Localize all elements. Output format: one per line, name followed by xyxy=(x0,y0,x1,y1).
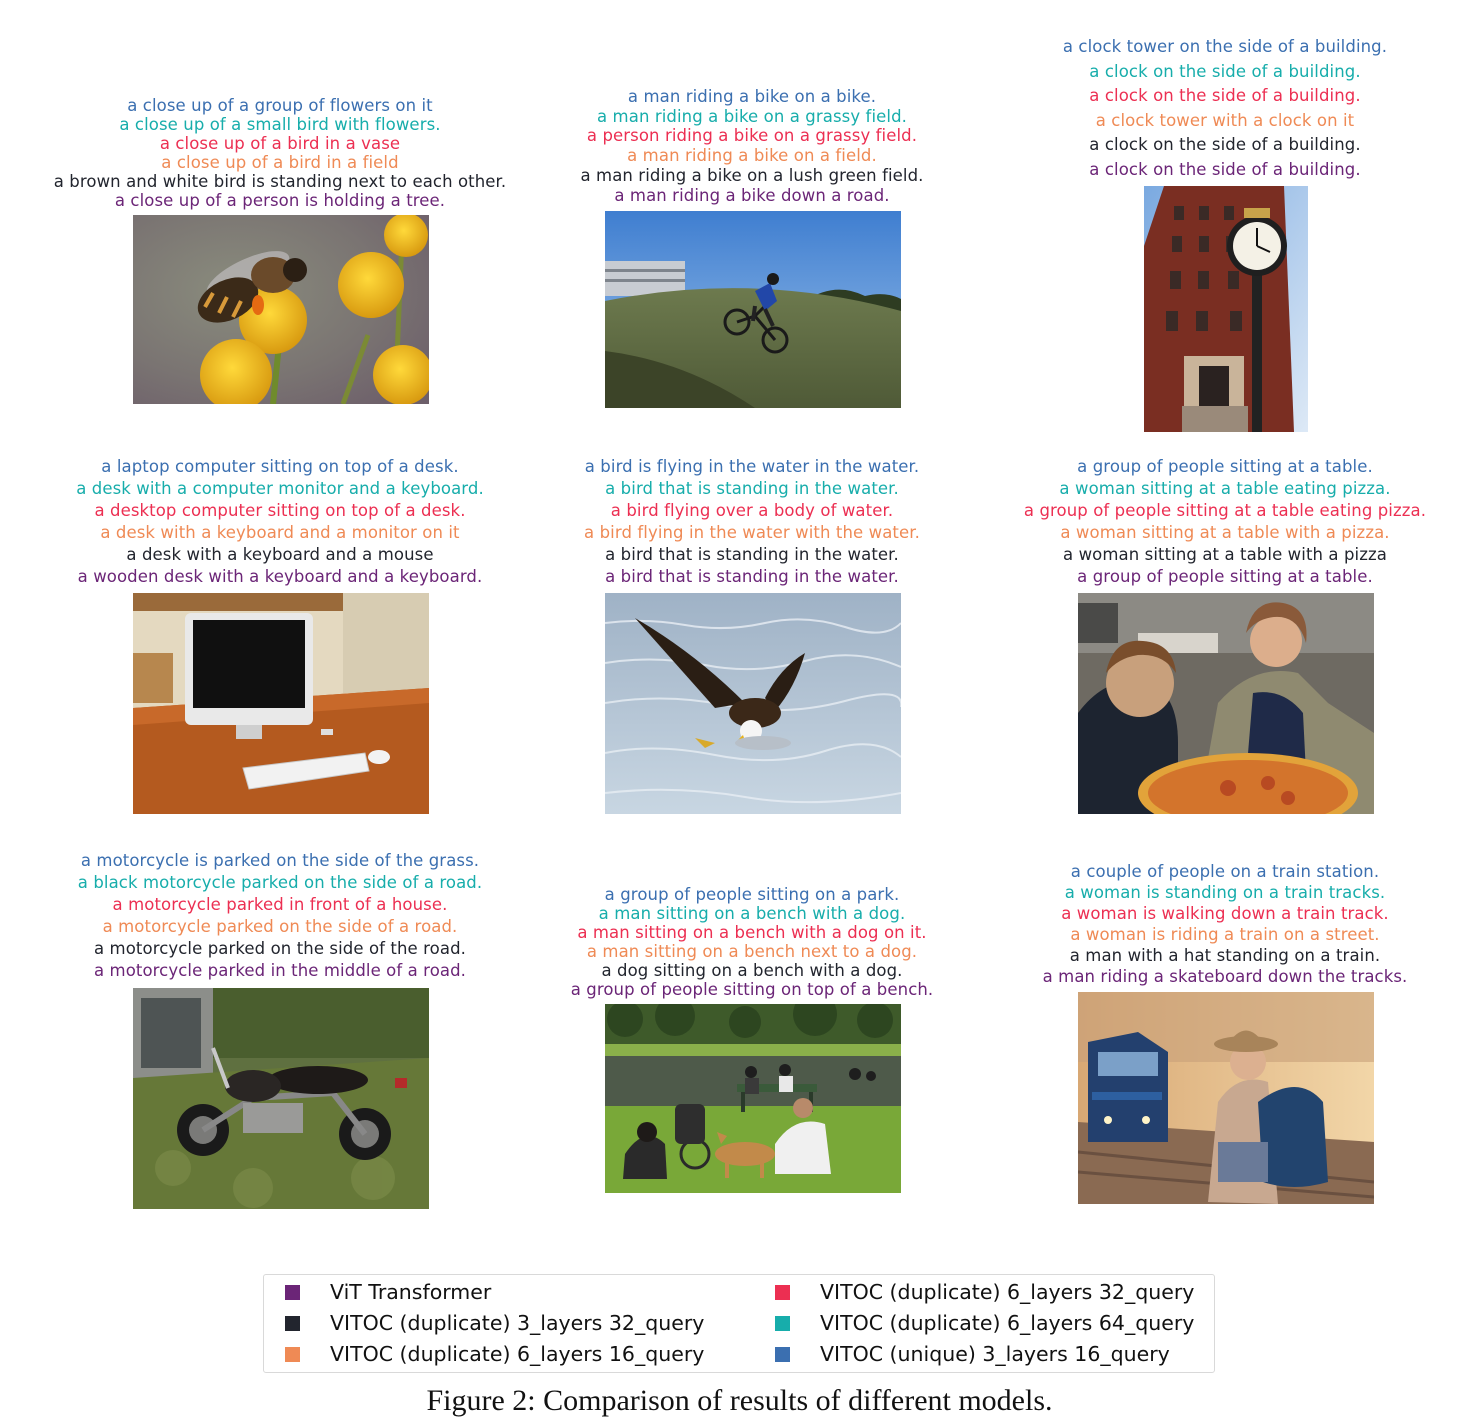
caption-unique3-16: a group of people sitting on a park. xyxy=(604,885,900,904)
caption-dup6-32: a desktop computer sitting on top of a desk. xyxy=(94,501,466,521)
caption-vit: a man riding a skateboard down the tracks. xyxy=(1042,967,1408,987)
caption-list xyxy=(45,456,515,589)
caption-unique3-16: a close up of a group of flowers on it xyxy=(127,96,433,115)
caption-dup3-32: a woman sitting at a table with a pizza xyxy=(1063,545,1387,565)
legend-label: VITOC (unique) 3_layers 16_query xyxy=(820,1342,1170,1366)
caption-list xyxy=(517,885,987,999)
caption-dup6-64: a woman is standing on a train tracks. xyxy=(1064,883,1386,903)
caption-list xyxy=(45,96,515,210)
caption-dup6-32: a person riding a bike on a grassy field. xyxy=(586,126,918,146)
legend-swatch xyxy=(285,1316,300,1331)
caption-dup6-64: a man sitting on a bench with a dog. xyxy=(598,904,906,923)
caption-dup6-64: a close up of a small bird with flowers. xyxy=(119,115,441,134)
caption-dup6-16: a bird flying in the water with the water. xyxy=(584,523,920,543)
caption-list xyxy=(45,850,515,983)
figure-caption: Figure 2: Comparison of results of different models. xyxy=(426,1384,1053,1417)
legend-swatch xyxy=(775,1285,790,1300)
caption-vit: a bird that is standing in the water. xyxy=(605,567,899,587)
legend-item-dup6-16 xyxy=(285,1340,704,1368)
caption-dup3-32: a bird that is standing in the water. xyxy=(605,545,899,565)
eagle-image xyxy=(605,593,901,814)
caption-unique3-16: a bird is flying in the water in the water. xyxy=(584,457,920,476)
legend-label: VITOC (duplicate) 6_layers 64_query xyxy=(820,1311,1195,1335)
caption-vit: a man riding a bike down a road. xyxy=(614,185,890,205)
caption-dup3-32: a man with a hat standing on a train. xyxy=(1069,946,1381,966)
caption-dup6-16: a clock tower with a clock on it xyxy=(1095,110,1355,130)
legend-swatch xyxy=(775,1316,790,1331)
caption-vit: a clock on the side of a building. xyxy=(1089,159,1361,179)
caption-unique3-16: a motorcycle is parked on the side of the grass. xyxy=(80,851,480,870)
legend-label: ViT Transformer xyxy=(330,1280,492,1304)
legend-swatch xyxy=(285,1347,300,1362)
caption-dup6-16: a man riding a bike on a field. xyxy=(627,146,877,166)
legend-item-dup3-32 xyxy=(285,1309,704,1337)
caption-dup3-32: a brown and white bird is standing next to each other. xyxy=(53,172,507,191)
caption-dup3-32: a motorcycle parked on the side of the road. xyxy=(94,939,466,959)
motorcycle-image xyxy=(133,988,429,1209)
caption-list xyxy=(517,87,987,205)
caption-dup6-16: a desk with a keyboard and a monitor on it xyxy=(100,523,460,543)
caption-list xyxy=(990,456,1460,589)
legend-swatch xyxy=(285,1285,300,1300)
caption-dup3-32: a dog sitting on a bench with a dog. xyxy=(601,961,903,980)
caption-dup3-32: a desk with a keyboard and a mouse xyxy=(126,545,434,565)
caption-unique3-16: a man riding a bike on a bike. xyxy=(627,87,877,106)
caption-dup3-32: a clock on the side of a building. xyxy=(1089,135,1361,155)
caption-dup6-32: a man sitting on a bench with a dog on it. xyxy=(577,923,927,942)
legend xyxy=(263,1274,1215,1373)
clock-tower-image xyxy=(1144,186,1308,432)
caption-dup6-64: a black motorcycle parked on the side of a road. xyxy=(77,873,483,893)
caption-unique3-16: a clock tower on the side of a building. xyxy=(1062,37,1388,56)
legend-swatch xyxy=(775,1347,790,1362)
legend-item-dup6-32 xyxy=(775,1278,1194,1306)
caption-dup6-64: a clock on the side of a building. xyxy=(1089,61,1361,81)
caption-unique3-16: a couple of people on a train station. xyxy=(1070,862,1380,881)
caption-unique3-16: a group of people sitting at a table. xyxy=(1077,457,1373,476)
caption-vit: a motorcycle parked in the middle of a road. xyxy=(93,961,467,981)
caption-dup6-16: a woman sitting at a table with a pizza. xyxy=(1060,523,1390,543)
legend-item-dup6-64 xyxy=(775,1309,1194,1337)
legend-label: VITOC (duplicate) 3_layers 32_query xyxy=(330,1311,705,1335)
caption-vit: a group of people sitting at a table. xyxy=(1077,567,1373,587)
caption-dup6-16: a close up of a bird in a field xyxy=(161,153,399,172)
caption-dup3-32: a man riding a bike on a lush green field. xyxy=(580,165,924,185)
caption-dup6-32: a motorcycle parked in front of a house. xyxy=(112,895,448,915)
caption-unique3-16: a laptop computer sitting on top of a desk. xyxy=(101,457,459,476)
caption-dup6-16: a woman is riding a train on a street. xyxy=(1070,925,1380,945)
train-station-image xyxy=(1078,992,1374,1204)
caption-list xyxy=(517,456,987,589)
legend-item-vit xyxy=(285,1278,491,1306)
legend-item-unique3-16 xyxy=(775,1340,1170,1368)
bee-on-flowers-image xyxy=(133,215,429,404)
caption-dup6-32: a woman is walking down a train track. xyxy=(1061,904,1389,924)
caption-dup6-64: a bird that is standing in the water. xyxy=(605,479,899,499)
caption-list xyxy=(990,35,1460,183)
cyclist-image xyxy=(605,211,901,408)
pizza-image xyxy=(1078,593,1374,814)
caption-list xyxy=(990,861,1460,988)
caption-dup6-32: a close up of a bird in a vase xyxy=(159,134,401,153)
park-image xyxy=(605,1004,901,1193)
caption-dup6-32: a clock on the side of a building. xyxy=(1089,86,1361,106)
caption-vit: a close up of a person is holding a tree. xyxy=(114,191,446,210)
caption-dup6-32: a group of people sitting at a table eating pizza. xyxy=(1023,501,1427,521)
caption-dup6-32: a bird flying over a body of water. xyxy=(610,501,894,521)
caption-vit: a wooden desk with a keyboard and a keyboard. xyxy=(77,567,483,587)
desk-computer-image xyxy=(133,593,429,814)
caption-vit: a group of people sitting on top of a bench. xyxy=(570,980,934,999)
caption-dup6-64: a desk with a computer monitor and a keyboard. xyxy=(76,479,484,499)
caption-dup6-64: a woman sitting at a table eating pizza. xyxy=(1059,479,1391,499)
caption-dup6-16: a motorcycle parked on the side of a road. xyxy=(102,917,458,937)
legend-label: VITOC (duplicate) 6_layers 16_query xyxy=(330,1342,705,1366)
legend-label: VITOC (duplicate) 6_layers 32_query xyxy=(820,1280,1195,1304)
caption-dup6-16: a man sitting on a bench next to a dog. xyxy=(586,942,918,961)
caption-dup6-64: a man riding a bike on a grassy field. xyxy=(597,106,907,126)
